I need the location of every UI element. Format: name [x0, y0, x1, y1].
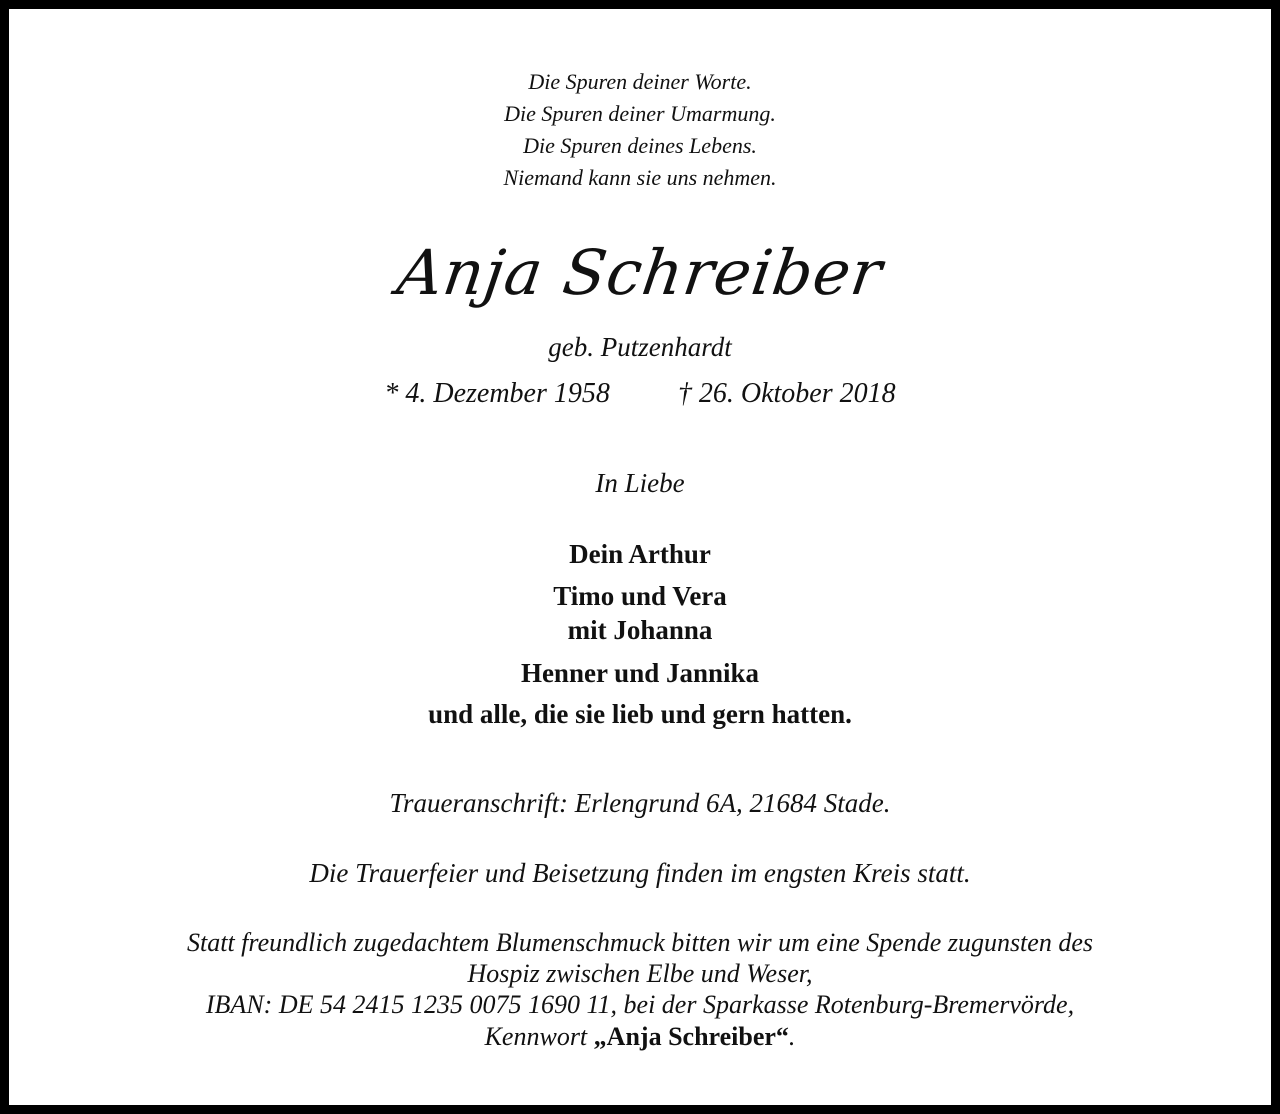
keyword-suffix: .	[788, 1022, 796, 1051]
donation-keyword-line	[9, 1021, 1271, 1052]
mourner-line: mit Johanna	[567, 615, 713, 645]
poem-line: Die Spuren deiner Worte.	[528, 69, 752, 94]
poem-line: Niemand kann sie uns nehmen.	[503, 165, 777, 190]
mourning-address: Traueranschrift: Erlengrund 6A, 21684 Stade.	[389, 788, 891, 818]
closing-phrase: In Liebe	[595, 468, 685, 498]
donation-line: Statt freundlich zugedachtem Blumenschmuck bitten wir um eine Spende zugunsten des	[187, 928, 1093, 957]
mourner-line: und alle, die sie lieb und gern hatten.	[428, 699, 852, 729]
life-dates	[9, 377, 1271, 411]
donation-line: IBAN: DE 54 2415 1235 0075 1690 11, bei der Sparkasse Rotenburg-Bremervörde,	[205, 990, 1075, 1019]
poem-line: Die Spuren deiner Umarmung.	[504, 101, 776, 126]
mourner-line: Timo und Vera	[553, 581, 727, 611]
mourner-line: Dein Arthur	[569, 539, 711, 569]
ceremony-note: Die Trauerfeier und Beisetzung finden im engsten Kreis statt.	[309, 858, 971, 888]
death-date: † 26. Oktober 2018	[677, 378, 896, 409]
deceased-name: Anja Schreiber	[392, 236, 888, 309]
keyword-prefix: Kennwort	[484, 1022, 594, 1051]
keyword-value: „Anja Schreiber“	[593, 1022, 789, 1051]
mourner-line: Henner und Jannika	[520, 658, 760, 688]
poem-line: Die Spuren deines Lebens.	[523, 133, 757, 158]
donation-line: Hospiz zwischen Elbe und Weser,	[467, 959, 813, 988]
birth-name: geb. Putzenhardt	[548, 332, 732, 362]
birth-date: * 4. Dezember 1958	[384, 378, 610, 409]
